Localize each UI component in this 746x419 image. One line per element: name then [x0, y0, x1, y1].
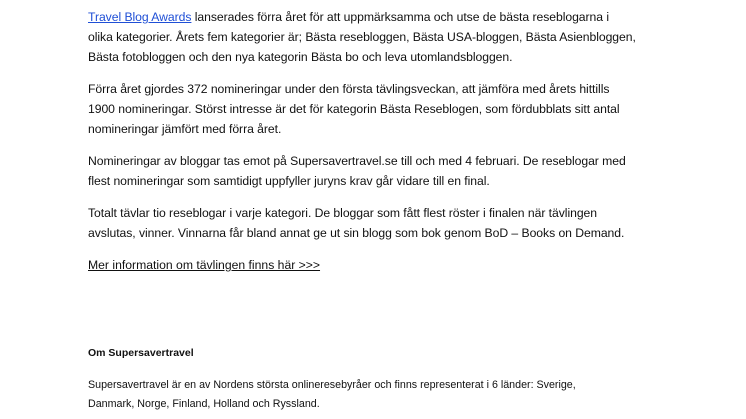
more-info-row [88, 255, 708, 275]
paragraph-line: 1900 nomineringar. Störst intresse är det för kategorin Bästa Reseblogen, som fördubblats sitt antal [88, 102, 620, 116]
about-text [88, 376, 708, 414]
paragraph-line-text: lanserades förra året för att uppmärksamma och utse de bästa reseblogarna i [191, 10, 609, 24]
more-info-link[interactable]: Mer information om tävlingen finns här >>> [88, 258, 321, 272]
paragraph-line: nomineringar jämfört med förra året. [88, 122, 282, 136]
travel-blog-awards-link[interactable]: Travel Blog Awards [88, 10, 192, 24]
about-line: Supersavertravel är en av Nordens största onlineresebyråer och finns representerat i 6 länder: Sverige, [88, 379, 576, 391]
paragraph-line: avslutas, vinner. Vinnarna får bland annat ge ut sin blogg som bok genom BoD – Books on Demand. [88, 226, 625, 240]
paragraph-line: olika kategorier. Årets fem kategorier är; Bästa resebloggen, Bästa USA-bloggen, Bästa Asienbloggen, [88, 30, 636, 44]
paragraph-line: flest nomineringar som samtidigt uppfyller juryns krav går vidare till en final. [88, 174, 490, 188]
paragraph-intro [88, 7, 708, 67]
paragraph-competition [88, 203, 708, 243]
about-heading: Om Supersavertravel [88, 347, 194, 359]
paragraph-nomination-deadline [88, 151, 708, 191]
paragraph-line: Förra året gjordes 372 nomineringar under den första tävlingsveckan, att jämföra med årets hittills [88, 82, 610, 96]
paragraph-line: Bästa fotobloggen och den nya kategorin Bästa bo och leva utomlandsbloggen. [88, 50, 513, 64]
about-line: Danmark, Norge, Finland, Holland och Ryssland. [88, 398, 320, 410]
document-body [88, 7, 708, 275]
about-section [88, 346, 708, 414]
paragraph-line: Nomineringar av bloggar tas emot på Supersavertravel.se till och med 4 februari. De reseblogar med [88, 154, 626, 168]
paragraph-line [88, 7, 708, 27]
paragraph-nominations-stats [88, 79, 708, 139]
paragraph-line: Totalt tävlar tio reseblogar i varje kategori. De bloggar som fått flest röster i finalen när tävlingen [88, 206, 598, 220]
